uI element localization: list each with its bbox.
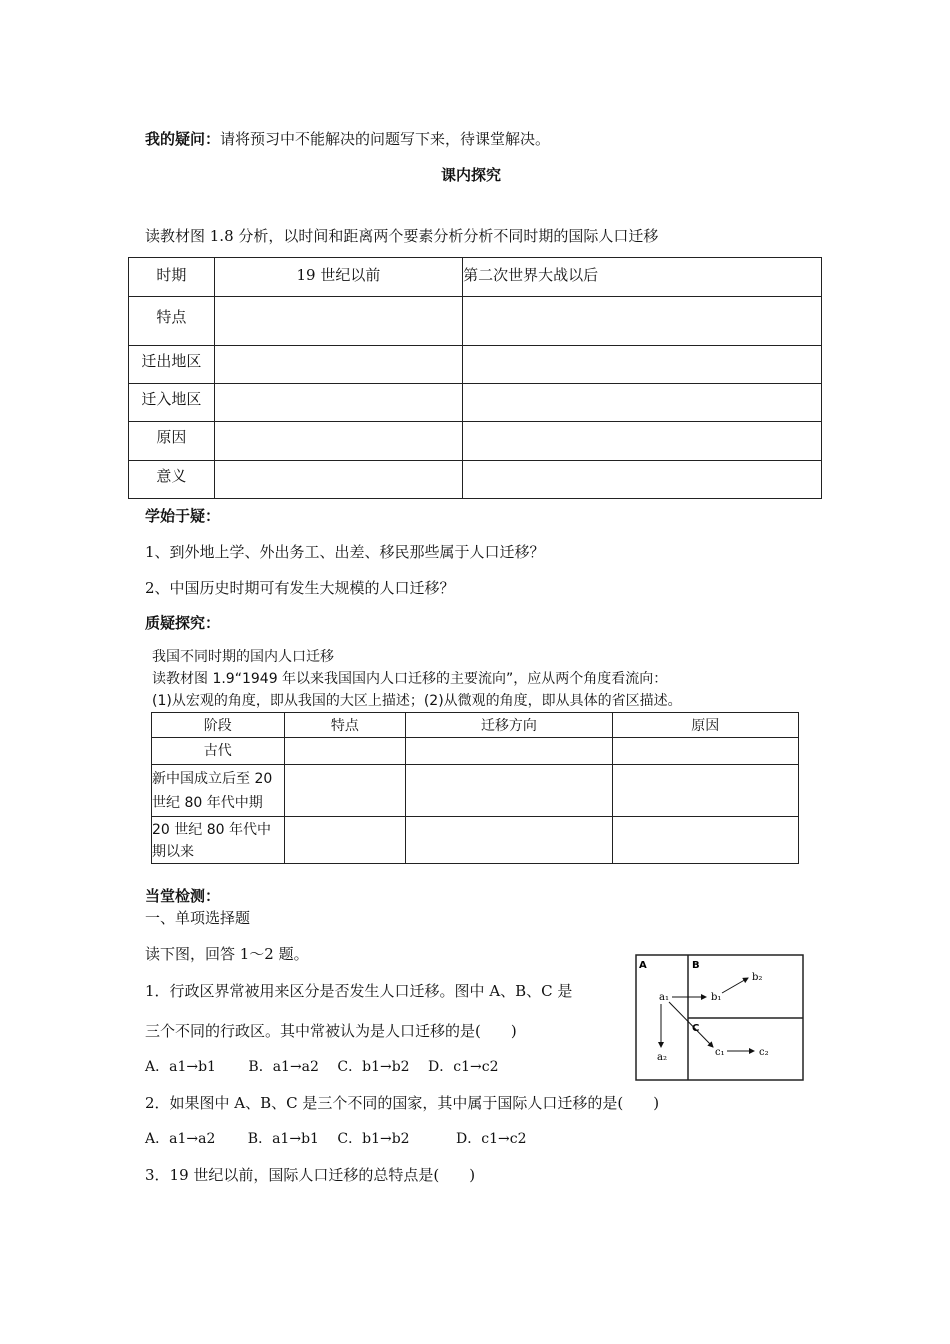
- header-cell: 19 世纪以前: [214, 258, 462, 297]
- inquiry-line-2: 读教材图 1.9“1949 年以来我国国内人口迁移的主要流向”，应从两个角度看流向：: [152, 671, 668, 687]
- table-cell[interactable]: [214, 384, 462, 422]
- row-label: 新中国成立后至 20世纪 80 年代中期: [152, 765, 285, 817]
- question-1-line-2: 三个不同的行政区。其中常被认为是人口迁移的是( ): [145, 1022, 517, 1040]
- row-label: 迁入地区: [129, 384, 215, 422]
- question-2-options: A．a1→a2 B．a1→b1 C．b1→b2 D．c1→c2: [145, 1131, 527, 1147]
- header-cell: 原因: [612, 713, 798, 738]
- table-cell[interactable]: [406, 738, 612, 765]
- table-cell[interactable]: [463, 297, 822, 346]
- point-c1-label: c₁: [715, 1047, 725, 1058]
- inquiry-title: 质疑探究：: [145, 614, 221, 632]
- table-cell[interactable]: [214, 422, 462, 461]
- table-cell[interactable]: [214, 297, 462, 346]
- row-label: 特点: [129, 297, 215, 346]
- table-cell[interactable]: [284, 765, 406, 817]
- intro-text: 读教材图 1.8 分析，以时间和距离两个要素分析分析不同时期的国际人口迁移: [145, 227, 659, 245]
- point-c2-label: c₂: [759, 1047, 769, 1058]
- table-cell[interactable]: [612, 817, 798, 864]
- row-label: 迁出地区: [129, 346, 215, 384]
- table-cell[interactable]: [214, 461, 462, 499]
- test-subtitle: 一、单项选择题: [145, 909, 251, 927]
- row-label: 原因: [129, 422, 215, 461]
- table-cell[interactable]: [214, 346, 462, 384]
- point-a2-label: a₂: [657, 1052, 667, 1063]
- point-b1-label: b₁: [711, 992, 722, 1003]
- table-cell[interactable]: [612, 765, 798, 817]
- inquiry-line-1: 我国不同时期的国内人口迁移: [152, 649, 334, 665]
- table-cell[interactable]: [463, 384, 822, 422]
- question-label: 我的疑问：: [145, 130, 221, 148]
- learn-question-1: 1、到外地上学、外出务工、出差、移民那些属于人口迁移？: [145, 543, 545, 561]
- row-label: 20 世纪 80 年代中期以来: [152, 817, 285, 864]
- learn-question-2: 2、中国历史时期可有发生大规模的人口迁移？: [145, 579, 455, 597]
- table-cell[interactable]: [284, 738, 406, 765]
- question-1-line-1: 1．行政区界常被用来区分是否发生人口迁移。图中 A、B、C 是: [145, 982, 573, 1000]
- question-1-options: A．a1→b1 B．a1→a2 C．b1→b2 D．c1→c2: [145, 1059, 499, 1075]
- table-cell[interactable]: [612, 738, 798, 765]
- inquiry-line-3: (1)从宏观的角度，即从我国的大区上描述；(2)从微观的角度，即从具体的省区描述。: [152, 693, 682, 709]
- table-cell[interactable]: [463, 422, 822, 461]
- table-cell[interactable]: [463, 346, 822, 384]
- region-b-label: B: [692, 960, 700, 971]
- point-b2-label: b₂: [752, 972, 763, 983]
- question-line: [145, 128, 550, 149]
- row-label: 意义: [129, 461, 215, 499]
- header-cell: 特点: [284, 713, 406, 738]
- table-cell[interactable]: [406, 817, 612, 864]
- table-cell[interactable]: [284, 817, 406, 864]
- header-cell: 第二次世界大战以后: [463, 258, 822, 297]
- point-a1-label: a₁: [659, 992, 669, 1003]
- region-a-label: A: [639, 960, 647, 971]
- table-cell[interactable]: [463, 461, 822, 499]
- table-cell[interactable]: [406, 765, 612, 817]
- row-label: 古代: [152, 738, 285, 765]
- question-2: 2．如果图中 A、B、C 是三个不同的国家，其中属于国际人口迁移的是( ): [145, 1094, 660, 1112]
- question-3: 3．19 世纪以前，国际人口迁移的总特点是( ): [145, 1166, 476, 1184]
- header-cell: 迁移方向: [406, 713, 612, 738]
- section-title: 课内探究: [441, 166, 502, 184]
- migration-period-table: [128, 257, 822, 499]
- test-instruction: 读下图，回答 1～2 题。: [145, 945, 309, 963]
- header-cell: 阶段: [152, 713, 285, 738]
- domestic-migration-table: [151, 712, 799, 864]
- learn-title: 学始于疑：: [145, 507, 221, 525]
- region-migration-diagram: [635, 954, 805, 1082]
- test-title: 当堂检测：: [145, 887, 221, 905]
- question-text: 请将预习中不能解决的问题写下来，待课堂解决。: [220, 130, 551, 148]
- header-cell: 时期: [129, 258, 215, 297]
- region-c-label: C: [692, 1023, 700, 1034]
